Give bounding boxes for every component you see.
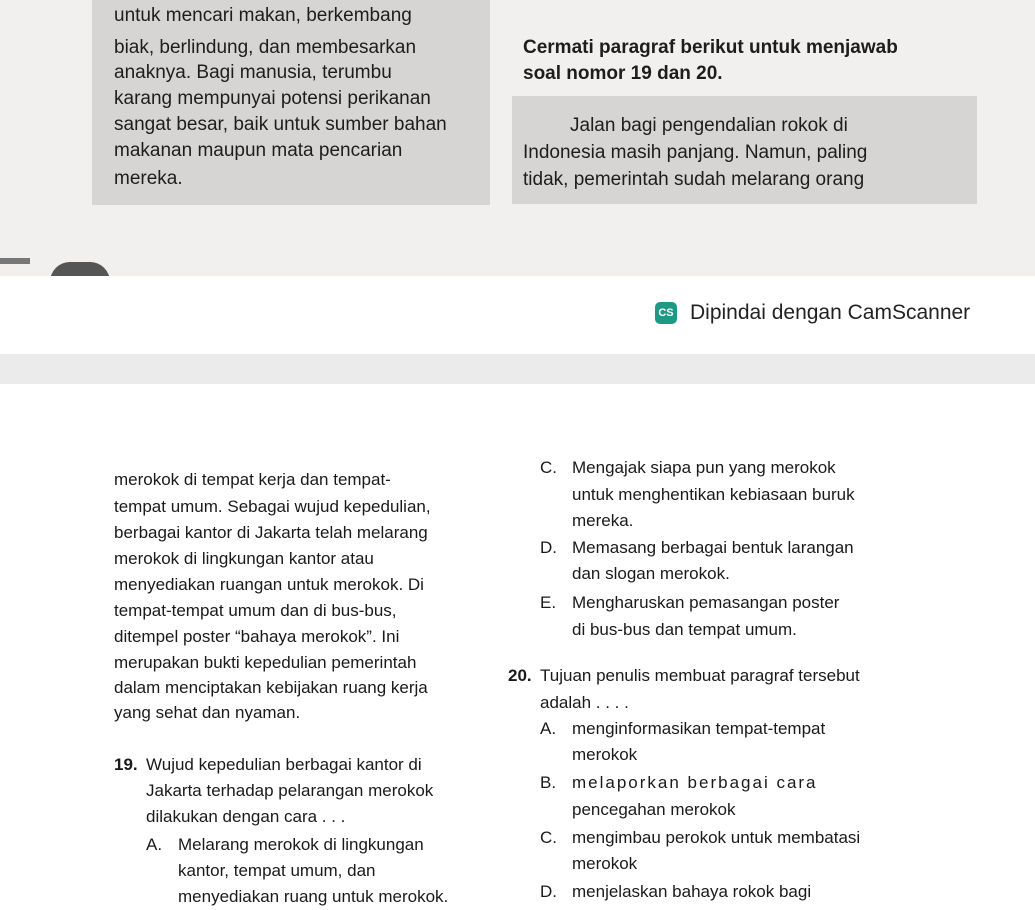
paragraph-line: menyediakan ruangan untuk merokok. Di: [114, 575, 424, 594]
camscanner-logo: CS: [655, 302, 677, 324]
q19-option-c-line: untuk menghentikan kebiasaan buruk: [572, 485, 855, 504]
camscanner-label: Dipindai dengan CamScanner: [690, 301, 971, 324]
instruction-line: soal nomor 19 dan 20.: [523, 63, 723, 84]
q19-option-d-letter: D.: [540, 538, 557, 557]
q19-option-c-line: mereka.: [572, 511, 634, 530]
q19-option-a-letter: A.: [146, 835, 163, 854]
page-divider: [0, 354, 1035, 384]
paragraph-line: berbagai kantor di Jakarta telah melarang: [114, 523, 428, 542]
box-line: sangat besar, baik untuk sumber bahan: [114, 114, 447, 135]
excerpt-line: Jalan bagi pengendalian rokok di: [570, 115, 848, 136]
q19-option-a-line: Melarang merokok di lingkungan: [178, 835, 424, 854]
paragraph-line: merokok di tempat kerja dan tempat-: [114, 470, 391, 489]
question-19-line: Wujud kepedulian berbagai kantor di: [146, 755, 422, 774]
excerpt-line: tidak, pemerintah sudah melarang orang: [523, 169, 865, 190]
question-19-line: dilakukan dengan cara . . .: [146, 807, 346, 826]
q19-option-e-line: Mengharuskan pemasangan poster: [572, 593, 840, 612]
q20-option-d-line: menjelaskan bahaya rokok bagi: [572, 882, 812, 901]
q20-option-a-line: menginformasikan tempat-tempat: [572, 719, 826, 738]
q19-option-c-letter: C.: [540, 458, 557, 477]
q20-option-d-letter: D.: [540, 882, 557, 901]
q20-option-c-line: mengimbau perokok untuk membatasi: [572, 828, 861, 847]
paragraph-line: merupakan bukti kepedulian pemerintah: [114, 653, 417, 672]
question-20-number: 20.: [508, 666, 532, 685]
instruction-line: Cermati paragraf berikut untuk menjawab: [523, 37, 898, 58]
q19-option-a-line: kantor, tempat umum, dan: [178, 861, 376, 880]
box-line: anaknya. Bagi manusia, terumbu: [114, 62, 392, 83]
box-line: biak, berlindung, dan membesarkan: [114, 37, 417, 58]
paragraph-line: ditempel poster “bahaya merokok”. Ini: [114, 627, 400, 646]
q19-option-d-line: Memasang berbagai bentuk larangan: [572, 538, 854, 557]
scanned-page-top: [0, 0, 1035, 276]
page-edge-shadow: [50, 262, 110, 276]
box-line: karang mempunyai potensi perikanan: [114, 88, 431, 109]
question-20-line: Tujuan penulis membuat paragraf tersebut: [540, 666, 860, 685]
q20-option-b-letter: B.: [540, 773, 557, 792]
q20-option-c-letter: C.: [540, 828, 557, 847]
paragraph-line: merokok di lingkungan kantor atau: [114, 549, 374, 568]
question-19-number: 19.: [114, 755, 138, 774]
paragraph-line: tempat-tempat umum dan di bus-bus,: [114, 601, 397, 620]
q20-option-b-line: melaporkan berbagai cara: [572, 773, 818, 792]
question-20-line: adalah . . . .: [540, 693, 629, 712]
q19-option-e-letter: E.: [540, 593, 557, 612]
box-line: untuk mencari makan, berkembang: [114, 5, 412, 26]
q20-option-c-line: merokok: [572, 854, 638, 873]
paragraph-line: tempat umum. Sebagai wujud kepedulian,: [114, 497, 431, 516]
q20-option-b-line: pencegahan merokok: [572, 800, 736, 819]
q19-option-a-line: menyediakan ruang untuk merokok.: [178, 887, 449, 906]
q20-option-a-letter: A.: [540, 719, 557, 738]
excerpt-line: Indonesia masih panjang. Namun, paling: [523, 142, 868, 163]
q20-option-a-line: merokok: [572, 745, 638, 764]
page-edge-mark: [0, 258, 30, 264]
box-line: makanan maupun mata pencarian: [114, 140, 403, 161]
question-19-line: Jakarta terhadap pelarangan merokok: [146, 781, 434, 800]
q19-option-d-line: dan slogan merokok.: [572, 564, 730, 583]
box-line: mereka.: [114, 168, 183, 189]
q19-option-e-line: di bus-bus dan tempat umum.: [572, 620, 797, 639]
paragraph-line: yang sehat dan nyaman.: [114, 703, 301, 722]
q19-option-c-line: Mengajak siapa pun yang merokok: [572, 458, 836, 477]
paragraph-line: dalam menciptakan kebijakan ruang kerja: [114, 678, 428, 697]
